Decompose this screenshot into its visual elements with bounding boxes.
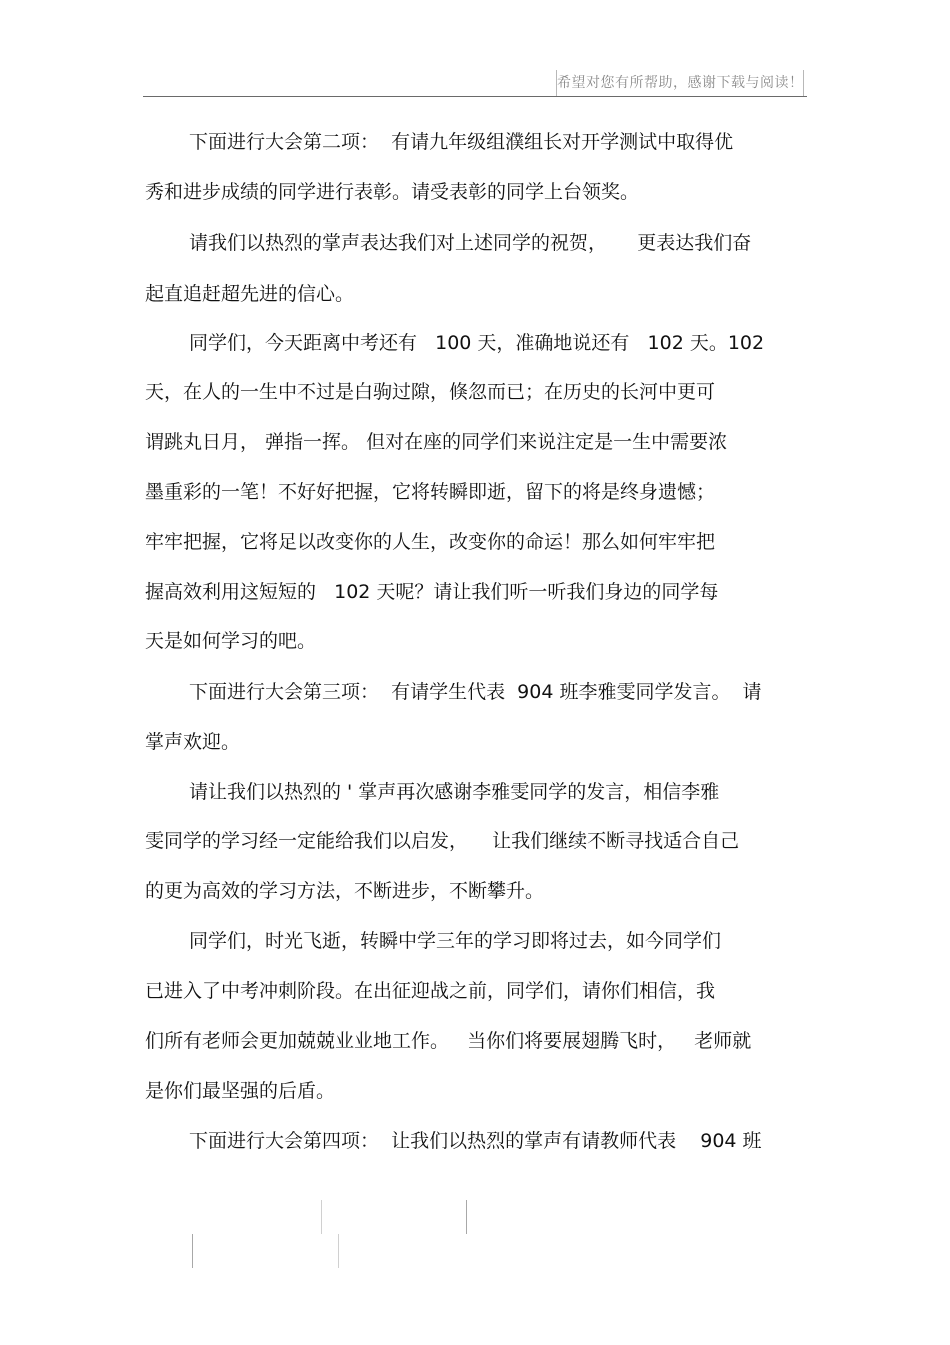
- paragraph-line: 天，在人的一生中不过是白驹过隙，倏忽而已；在历史的长河中更可: [145, 381, 716, 403]
- faint-table-rule: [338, 1234, 339, 1268]
- paragraph-line: 墨重彩的一笔！不好好把握，它将转瞬即逝，留下的将是终身遗憾；: [145, 481, 716, 503]
- paragraph-line: 秀和进步成绩的同学进行表彰。请受表彰的同学上台领奖。: [145, 181, 640, 203]
- paragraph-line: 下面进行大会第二项： 有请九年级组濮组长对开学测试中取得优: [189, 131, 734, 153]
- paragraph-line: 同学们，时光飞逝，转瞬中学三年的学习即将过去，如今同学们: [189, 930, 722, 952]
- paragraph-line: 们所有老师会更加兢兢业业地工作。 当你们将要展翅腾飞时， 老师就: [145, 1030, 752, 1052]
- paragraph-line: 雯同学的学习经一定能给我们以启发， 让我们继续不断寻找适合自己: [145, 830, 740, 852]
- paragraph-line: 牢牢把握，它将足以改变你的人生，改变你的命运！那么如何牢牢把: [145, 531, 716, 553]
- faint-table-rule: [321, 1200, 322, 1234]
- faint-table-rule: [192, 1234, 193, 1268]
- paragraph-line: 已进入了中考冲刺阶段。在出征迎战之前，同学们，请你们相信，我: [145, 980, 716, 1002]
- paragraph-line: 是你们最坚强的后盾。: [145, 1080, 336, 1102]
- paragraph-line: 谓跳丸日月， 弹指一挥。 但对在座的同学们来说注定是一生中需要浓: [145, 431, 728, 453]
- paragraph-line: 请让我们以热烈的 ' 掌声再次感谢李雅雯同学的发言，相信李雅: [189, 781, 720, 803]
- paragraph-line: 同学们，今天距离中考还有 100 天，准确地说还有 102 天。102: [189, 332, 765, 354]
- header-rule: [143, 96, 807, 97]
- paragraph-line: 天是如何学习的吧。: [145, 630, 317, 652]
- paragraph-line: 请我们以热烈的掌声表达我们对上述同学的祝贺， 更表达我们奋: [189, 232, 752, 254]
- faint-table-rule: [466, 1200, 467, 1234]
- header-note: 希望对您有所帮助，感谢下载与阅读！: [556, 70, 804, 96]
- paragraph-line: 的更为高效的学习方法，不断进步，不断攀升。: [145, 880, 545, 902]
- paragraph-line: 下面进行大会第四项： 让我们以热烈的掌声有请教师代表 904 班: [189, 1130, 762, 1152]
- paragraph-line: 下面进行大会第三项： 有请学生代表 904 班李雅雯同学发言。 请: [189, 681, 762, 703]
- paragraph-line: 握高效利用这短短的 102 天呢？请让我们听一听我们身边的同学每: [145, 581, 719, 603]
- paragraph-line: 掌声欢迎。: [145, 731, 241, 753]
- paragraph-line: 起直追赶超先进的信心。: [145, 283, 355, 305]
